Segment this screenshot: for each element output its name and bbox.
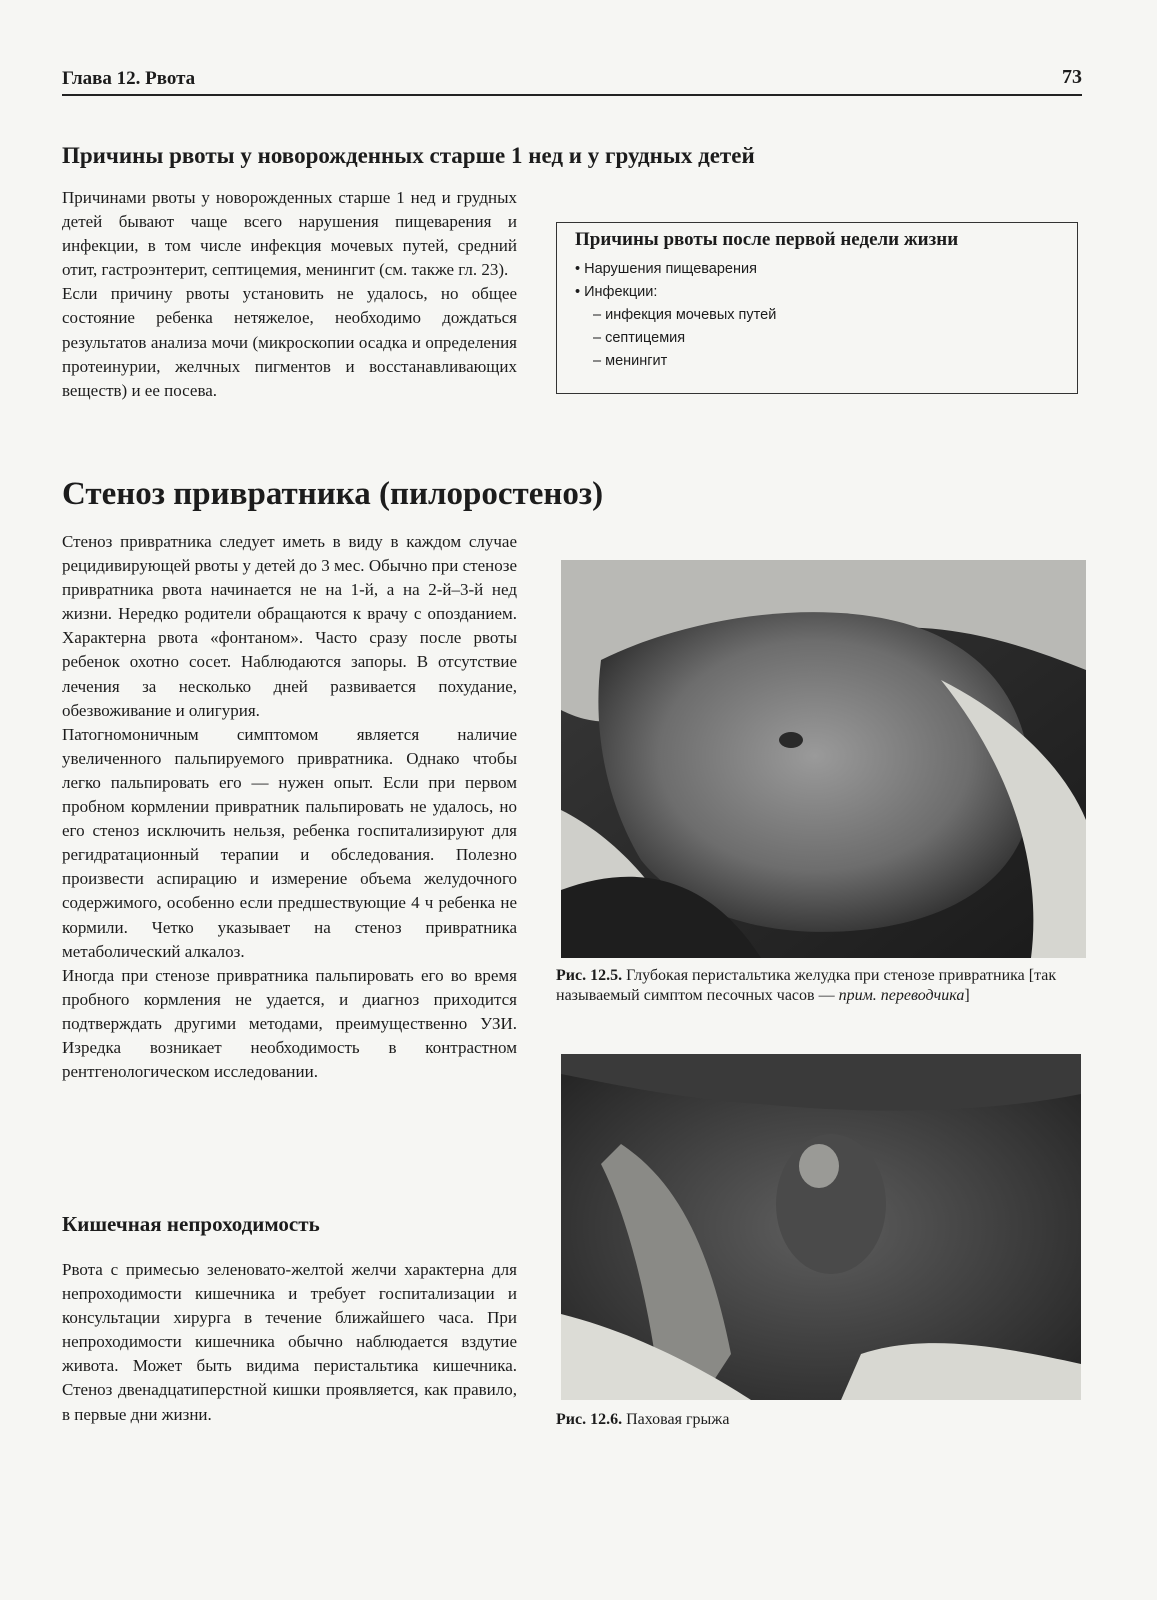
- causes-list: [575, 258, 1057, 373]
- list-item: • Инфекции:: [575, 281, 1057, 304]
- list-subitem: – инфекция мочевых путей: [575, 304, 1057, 327]
- figure-label: Рис. 12.6.: [556, 1411, 623, 1428]
- list-subitem: – септицемия: [575, 327, 1057, 350]
- section-title-causes: Причины рвоты у новорожденных старше 1 нед и у грудных детей: [62, 143, 755, 168]
- caption-text: Глубокая перистальтика желудка при стенозе привратника [так называемый симптом песочных часов —: [556, 967, 1057, 1004]
- caption-text: Паховая грыжа: [626, 1411, 730, 1428]
- list-item: • Нарушения пищеварения: [575, 258, 1057, 281]
- page-header: [62, 64, 1082, 96]
- paragraph: Стеноз привратника следует иметь в виду в каждом случае рецидивирующей рвоты у детей до 3 мес. Обычно при стенозе привратника рвота начинается не на 1-й, а на 2-й–3-й нед жизни. Нередко родители обращаются к врачу с опозданием. Характерна рвота «фонтаном». Часто сразу после рвоты ребенок охотно сосет. Наблюдаются запоры. В отсутствие лечения за несколько дней развивается похудание, обезвоживание и олигурия.: [62, 532, 517, 720]
- infant-abdomen-image: [561, 560, 1086, 958]
- list-subitem: – менингит: [575, 350, 1057, 373]
- section-title-intestinal-obstruction: Кишечная непроходимость: [62, 1212, 320, 1236]
- figure-12-5-caption: [556, 966, 1076, 1006]
- figure-12-6-photo: [561, 1054, 1081, 1400]
- figure-12-5-photo: [561, 560, 1086, 958]
- page-number: 73: [1062, 66, 1082, 88]
- paragraph: Если причину рвоты установить не удалось, но общее состояние ребенка нетяжелое, необходимо дождаться результатов анализа мочи (микроскопии осадка и определения протеинурии, желчных пигментов и восстанавливающих веществ) и ее посева.: [62, 284, 517, 400]
- box-title: Причины рвоты после первой недели жизни: [575, 229, 959, 250]
- figure-label: Рис. 12.5.: [556, 967, 623, 984]
- paragraph: Патогномоничным симптомом является наличие увеличенного пальпируемого привратника. Однако чтобы легко пальпировать его — нужен опыт. Если при первом пробном кормлении привратник пальпировать не удалось, но его стеноз исключить нельзя, ребенка госпитализируют для регидратационный терапии и обследования. Полезно произвести аспирацию и измерение объема желудочного содержимого, особенно если предшествующие 4 ч ребенка не кормили. Четко указывает на стеноз привратника метаболический алкалоз.: [62, 724, 517, 961]
- section1-text: [62, 186, 517, 403]
- paragraph: Причинами рвоты у новорожденных старше 1 нед и грудных детей бывают чаще всего нарушения пищеварения и инфекции, в том числе инфекция мочевых путей, средний отит, гастроэнтерит, септицемия, менингит (см. также гл. 23).: [62, 188, 517, 280]
- section-title-pyloric-stenosis: Стеноз привратника (пилоростеноз): [62, 476, 604, 512]
- paragraph: Рвота с примесью зеленовато-желтой желчи характерна для непроходимости кишечника и требует госпитализации и консультации хирурга в течение ближайшего часа. При непроходимости кишечника обычно наблюдается вздутие живота. Может быть видима перистальтика кишечника. Стеноз двенадцатиперстной кишки проявляется, как правило, в первые дни жизни.: [62, 1260, 517, 1424]
- caption-end: ]: [964, 987, 970, 1004]
- paragraph: Иногда при стенозе привратника пальпировать его во время пробного кормления не удается, и диагноз приходится подтверждать другими методами, преимущественно УЗИ. Изредка возникает необходимость в контрастном рентгенологическом исследовании.: [62, 965, 517, 1082]
- inguinal-hernia-image: [561, 1054, 1081, 1400]
- section3-text: [62, 1258, 517, 1427]
- causes-box: [556, 222, 1078, 394]
- section2-text: [62, 530, 517, 1084]
- caption-note: прим. переводчика: [838, 987, 965, 1004]
- chapter-title: Глава 12. Рвота: [62, 68, 196, 89]
- figure-12-6-caption: [556, 1410, 1076, 1430]
